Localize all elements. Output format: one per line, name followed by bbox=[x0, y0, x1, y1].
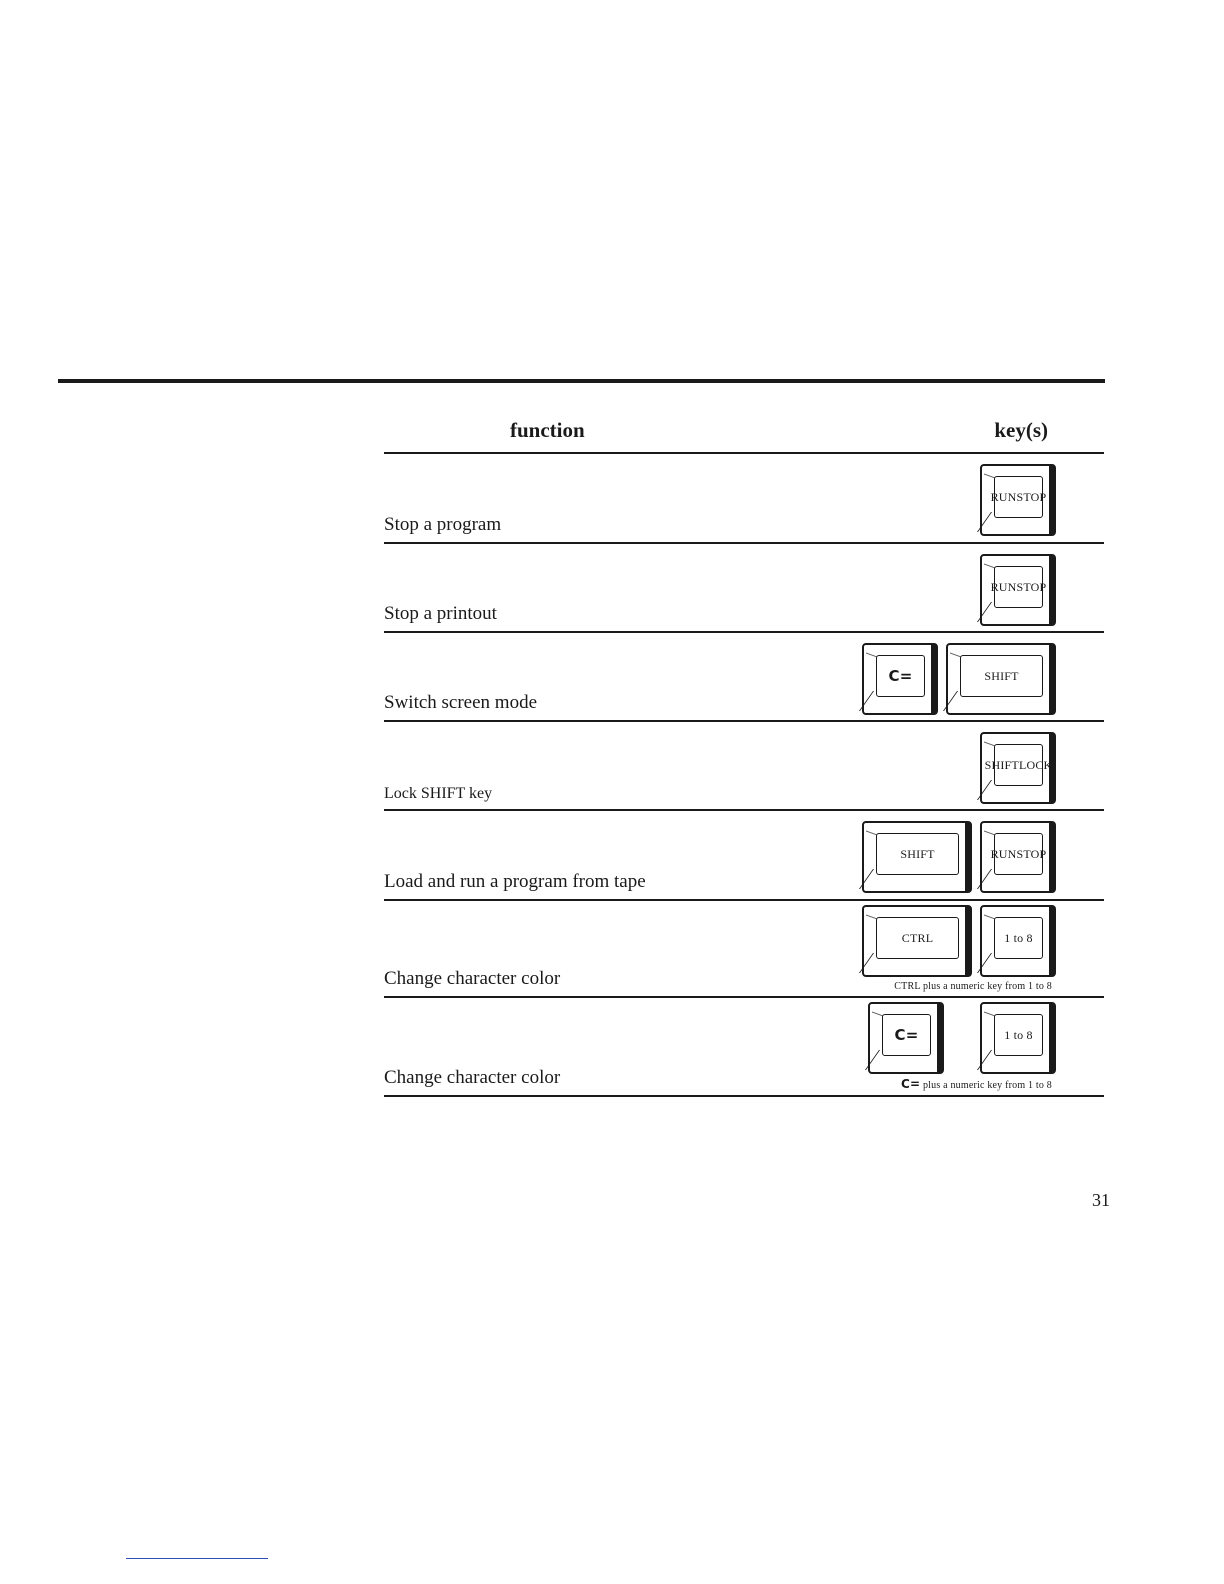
shift-lock-key bbox=[980, 732, 1056, 804]
key-group bbox=[862, 905, 1056, 977]
header-keys: key(s) bbox=[994, 418, 1048, 442]
key-label-line: STOP bbox=[1016, 489, 1047, 504]
shift-key bbox=[862, 821, 972, 893]
commodore-key bbox=[862, 643, 938, 715]
commodore-logo-icon: C= bbox=[888, 666, 913, 685]
key-group bbox=[980, 732, 1056, 804]
key-caption-text: plus a numeric key from 1 to 8 bbox=[922, 1080, 1052, 1091]
shift-key bbox=[946, 643, 1056, 715]
run-stop-key bbox=[980, 464, 1056, 536]
key-group bbox=[862, 821, 1056, 893]
key-label-line: RUN bbox=[990, 846, 1017, 861]
key-label-line: LOCK bbox=[1018, 757, 1053, 772]
function-label: Change character color bbox=[384, 1067, 561, 1088]
number-key bbox=[980, 1002, 1056, 1074]
key-label-line: RUN bbox=[990, 579, 1017, 594]
run-stop-key bbox=[980, 821, 1056, 893]
key-label-line: SHIFT bbox=[900, 846, 935, 861]
key-group bbox=[980, 554, 1056, 626]
function-label: Switch screen mode bbox=[384, 692, 538, 713]
function-label: Lock SHIFT key bbox=[384, 785, 493, 802]
run-stop-key bbox=[980, 554, 1056, 626]
table-row bbox=[384, 998, 1104, 1097]
key-group bbox=[862, 643, 1056, 715]
function-label: Change character color bbox=[384, 968, 561, 989]
key-label-line: RUN bbox=[990, 489, 1017, 504]
ctrl-key bbox=[862, 905, 972, 977]
page-number: 31 bbox=[1092, 1190, 1110, 1210]
commodore-logo-icon: C= bbox=[894, 1025, 919, 1044]
function-label: Stop a printout bbox=[384, 603, 497, 624]
key-function-table bbox=[384, 400, 1104, 1097]
key-caption bbox=[901, 1077, 1052, 1091]
function-label: Stop a program bbox=[384, 514, 502, 535]
key-label-line: STOP bbox=[1016, 846, 1047, 861]
footer-link-underline bbox=[126, 1558, 268, 1559]
key-label-line: SHIFT bbox=[984, 757, 1019, 772]
table-row bbox=[384, 633, 1104, 722]
key-group bbox=[868, 1002, 1056, 1074]
table-row bbox=[384, 722, 1104, 811]
key-caption: CTRL plus a numeric key from 1 to 8 bbox=[894, 981, 1052, 992]
key-label-line: 1 to 8 bbox=[1004, 1027, 1033, 1042]
key-label-line: 1 to 8 bbox=[1004, 930, 1033, 945]
header-function: function bbox=[510, 418, 585, 442]
commodore-key bbox=[868, 1002, 944, 1074]
table-row bbox=[384, 811, 1104, 901]
key-label-line: STOP bbox=[1016, 579, 1047, 594]
number-key bbox=[980, 905, 1056, 977]
top-rule bbox=[58, 379, 1105, 383]
table-row bbox=[384, 901, 1104, 998]
commodore-logo-icon: C= bbox=[901, 1077, 921, 1091]
key-group bbox=[980, 464, 1056, 536]
table-header bbox=[384, 400, 1104, 454]
function-label: Load and run a program from tape bbox=[384, 871, 646, 892]
table-row bbox=[384, 454, 1104, 544]
key-label-line: SHIFT bbox=[984, 668, 1019, 683]
key-label-line: CTRL bbox=[901, 930, 934, 945]
table-row bbox=[384, 544, 1104, 633]
